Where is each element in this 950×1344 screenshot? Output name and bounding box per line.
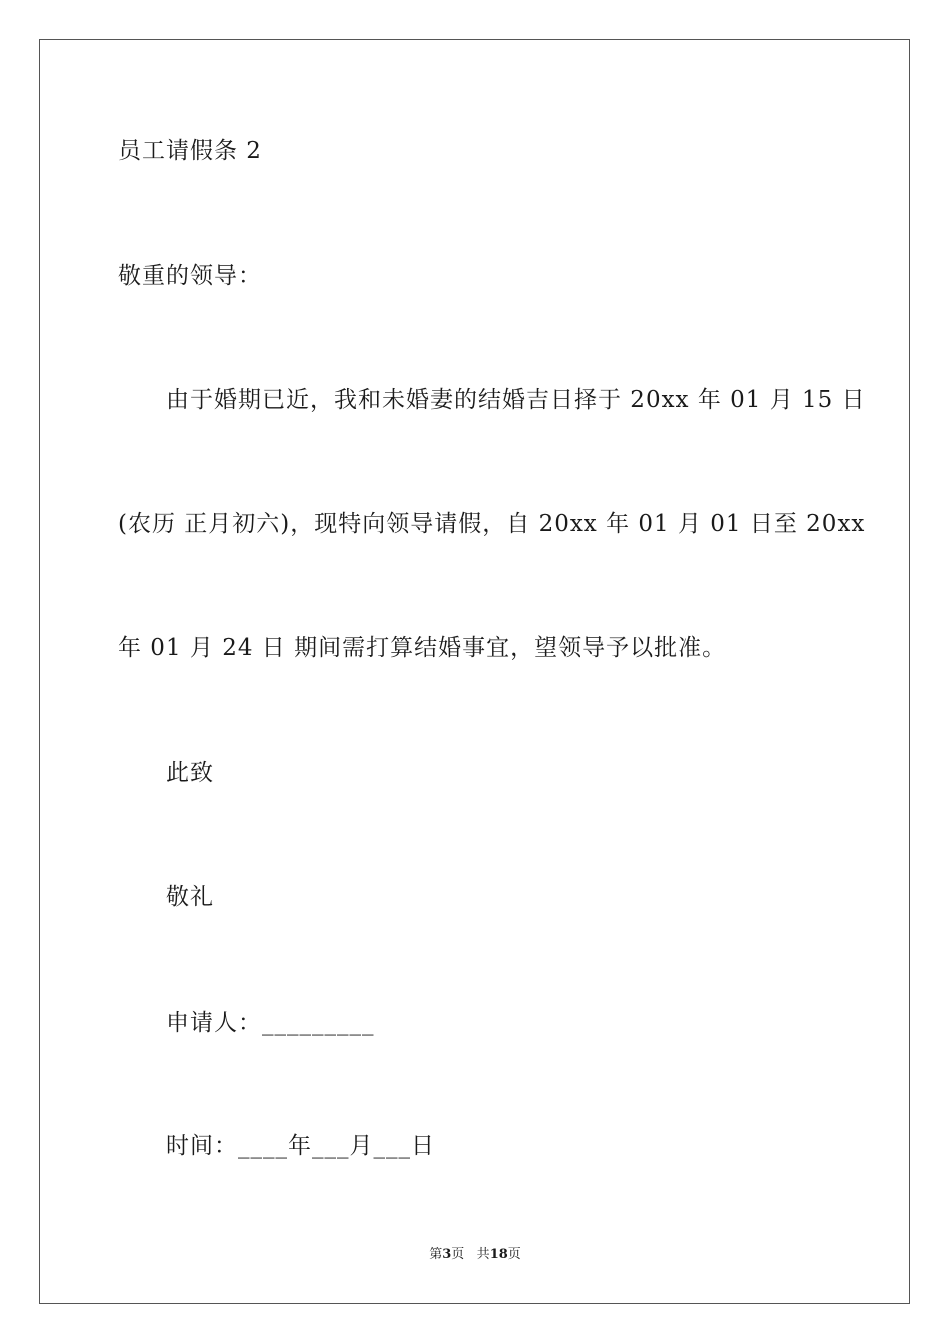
footer-total-prefix: 共 <box>476 1247 490 1262</box>
page-footer <box>0 1246 950 1264</box>
body-line-3: 年 01 月 24 日 期间需打算结婚事宜，望领导予以批准。 <box>118 635 727 661</box>
body-line-2: (农历 正月初六)，现特向领导请假，自 20xx 年 01 月 01 日至 20xx <box>118 511 866 537</box>
closing-regards: 此致 <box>166 760 214 786</box>
body-line-1: 由于婚期已近，我和未婚妻的结婚吉日择于 20xx 年 01 月 15 日 <box>166 387 866 413</box>
footer-page-suffix: 页 <box>451 1247 465 1262</box>
footer-page-prefix: 第 <box>429 1247 443 1262</box>
page-border <box>39 39 910 1304</box>
salutation: 敬重的领导： <box>118 263 262 289</box>
footer-total-suffix: 页 <box>507 1247 521 1262</box>
footer-total-pages: 18 <box>489 1247 508 1262</box>
date-line: 时间：____年___月___日 <box>166 1133 435 1159</box>
footer-page-number: 3 <box>442 1247 452 1262</box>
closing-salute: 敬礼 <box>166 884 214 910</box>
applicant-line: 申请人：_________ <box>166 1010 375 1036</box>
document-title: 员工请假条 2 <box>118 138 262 164</box>
